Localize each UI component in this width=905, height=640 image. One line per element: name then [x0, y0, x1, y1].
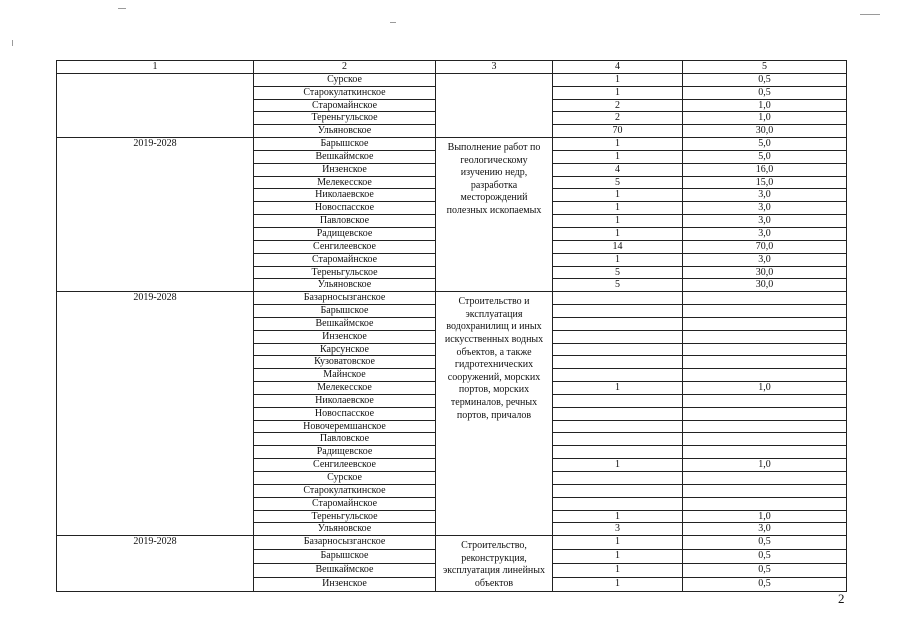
- count-cell: 5: [553, 176, 683, 189]
- district-cell: Барышское: [254, 305, 436, 318]
- area-cell: [683, 433, 847, 446]
- area-cell: 5,0: [683, 138, 847, 151]
- count-cell: 14: [553, 240, 683, 253]
- area-cell: 3,0: [683, 202, 847, 215]
- area-cell: [683, 292, 847, 305]
- area-cell: 1,0: [683, 510, 847, 523]
- count-cell: [553, 394, 683, 407]
- count-cell: [553, 343, 683, 356]
- area-cell: [683, 305, 847, 318]
- district-cell: Николаевское: [254, 394, 436, 407]
- count-cell: [553, 369, 683, 382]
- district-cell: Барышское: [254, 138, 436, 151]
- area-cell: 0,5: [683, 550, 847, 564]
- header-row: [57, 61, 847, 74]
- count-cell: [553, 484, 683, 497]
- area-cell: 0,5: [683, 536, 847, 550]
- district-cell: Радищевское: [254, 227, 436, 240]
- district-cell: Базарносызганское: [254, 536, 436, 550]
- area-cell: 3,0: [683, 253, 847, 266]
- count-cell: 1: [553, 73, 683, 86]
- area-cell: 3,0: [683, 189, 847, 202]
- count-cell: 3: [553, 523, 683, 536]
- count-cell: 1: [553, 150, 683, 163]
- area-cell: [683, 484, 847, 497]
- district-cell: Инзенское: [254, 577, 436, 591]
- scan-mark: [12, 40, 13, 46]
- description-cell: Строительство, реконструкция, эксплуатация линейных объектов: [436, 536, 553, 591]
- district-cell: Базарносызганское: [254, 292, 436, 305]
- count-cell: [553, 446, 683, 459]
- district-cell: Николаевское: [254, 189, 436, 202]
- area-cell: 30,0: [683, 125, 847, 138]
- district-cell: Сенгилеевское: [254, 240, 436, 253]
- count-cell: [553, 420, 683, 433]
- count-cell: [553, 472, 683, 485]
- description-cell: Выполнение работ по геологическому изучению недр, разработка месторождений полезных ископаемых: [436, 138, 553, 292]
- table-row: [57, 536, 847, 550]
- area-cell: 16,0: [683, 163, 847, 176]
- scan-mark: [860, 14, 880, 15]
- district-cell: Ульяновское: [254, 125, 436, 138]
- district-cell: Сенгилеевское: [254, 459, 436, 472]
- area-cell: 0,5: [683, 577, 847, 591]
- district-cell: Старомайнское: [254, 99, 436, 112]
- district-cell: Инзенское: [254, 330, 436, 343]
- area-cell: 1,0: [683, 112, 847, 125]
- count-cell: 1: [553, 215, 683, 228]
- table-row: [57, 292, 847, 305]
- district-cell: Павловское: [254, 433, 436, 446]
- table-row: [57, 138, 847, 151]
- district-cell: Старокулаткинское: [254, 484, 436, 497]
- area-cell: [683, 472, 847, 485]
- area-cell: 0,5: [683, 73, 847, 86]
- area-cell: 70,0: [683, 240, 847, 253]
- area-cell: 0,5: [683, 563, 847, 577]
- district-cell: Мелекесское: [254, 176, 436, 189]
- area-cell: 1,0: [683, 382, 847, 395]
- count-cell: 1: [553, 510, 683, 523]
- district-cell: Новоспасское: [254, 407, 436, 420]
- area-cell: [683, 497, 847, 510]
- district-cell: Ульяновское: [254, 523, 436, 536]
- page-number: 2: [838, 591, 845, 606]
- area-cell: 30,0: [683, 279, 847, 292]
- count-cell: [553, 330, 683, 343]
- count-cell: [553, 317, 683, 330]
- header-cell-col4: 4: [553, 61, 683, 74]
- area-cell: [683, 317, 847, 330]
- count-cell: [553, 292, 683, 305]
- district-cell: Старокулаткинское: [254, 86, 436, 99]
- count-cell: 5: [553, 279, 683, 292]
- header-cell-col3: 3: [436, 61, 553, 74]
- description-cell: [436, 73, 553, 137]
- district-cell: Инзенское: [254, 163, 436, 176]
- document-table: [56, 60, 847, 592]
- area-cell: [683, 330, 847, 343]
- count-cell: 1: [553, 550, 683, 564]
- area-cell: [683, 394, 847, 407]
- district-cell: Сурское: [254, 472, 436, 485]
- district-cell: Тереньгульское: [254, 112, 436, 125]
- district-cell: Карсунское: [254, 343, 436, 356]
- area-cell: 5,0: [683, 150, 847, 163]
- area-cell: 15,0: [683, 176, 847, 189]
- area-cell: 1,0: [683, 459, 847, 472]
- area-cell: [683, 420, 847, 433]
- area-cell: 1,0: [683, 99, 847, 112]
- area-cell: 0,5: [683, 86, 847, 99]
- scan-mark: [390, 22, 396, 23]
- count-cell: 2: [553, 99, 683, 112]
- period-cell: [57, 73, 254, 137]
- scan-mark: [118, 8, 126, 9]
- area-cell: 3,0: [683, 227, 847, 240]
- district-cell: Мелекесское: [254, 382, 436, 395]
- count-cell: [553, 433, 683, 446]
- district-cell: Вешкаймское: [254, 317, 436, 330]
- count-cell: 1: [553, 536, 683, 550]
- count-cell: 1: [553, 189, 683, 202]
- district-cell: Старомайнское: [254, 253, 436, 266]
- header-cell-col2: 2: [254, 61, 436, 74]
- count-cell: 70: [553, 125, 683, 138]
- description-cell: Строительство и эксплуатация водохранилищ и иных искусственных водных объектов, а также гидротехнических сооружений, морских портов, морских терминалов, речных портов, причалов: [436, 292, 553, 536]
- count-cell: 1: [553, 86, 683, 99]
- area-cell: 3,0: [683, 523, 847, 536]
- count-cell: 4: [553, 163, 683, 176]
- area-cell: [683, 369, 847, 382]
- area-cell: [683, 407, 847, 420]
- district-cell: Барышское: [254, 550, 436, 564]
- district-cell: Старомайнское: [254, 497, 436, 510]
- district-cell: Ульяновское: [254, 279, 436, 292]
- area-cell: [683, 446, 847, 459]
- count-cell: [553, 305, 683, 318]
- count-cell: 5: [553, 266, 683, 279]
- count-cell: [553, 356, 683, 369]
- district-cell: Вешкаймское: [254, 150, 436, 163]
- district-cell: Новоспасское: [254, 202, 436, 215]
- count-cell: 1: [553, 138, 683, 151]
- count-cell: 1: [553, 227, 683, 240]
- district-cell: Тереньгульское: [254, 510, 436, 523]
- period-cell: 2019-2028: [57, 292, 254, 536]
- count-cell: [553, 407, 683, 420]
- area-cell: [683, 356, 847, 369]
- count-cell: [553, 497, 683, 510]
- district-cell: Майнское: [254, 369, 436, 382]
- count-cell: 1: [553, 459, 683, 472]
- count-cell: 2: [553, 112, 683, 125]
- area-cell: [683, 343, 847, 356]
- count-cell: 1: [553, 253, 683, 266]
- district-cell: Павловское: [254, 215, 436, 228]
- district-cell: Тереньгульское: [254, 266, 436, 279]
- table-row: [57, 73, 847, 86]
- header-cell-col5: 5: [683, 61, 847, 74]
- count-cell: 1: [553, 202, 683, 215]
- district-cell: Радищевское: [254, 446, 436, 459]
- district-cell: Сурское: [254, 73, 436, 86]
- district-cell: Новочеремшанское: [254, 420, 436, 433]
- area-cell: 3,0: [683, 215, 847, 228]
- count-cell: 1: [553, 563, 683, 577]
- area-cell: 30,0: [683, 266, 847, 279]
- district-cell: Вешкаймское: [254, 563, 436, 577]
- header-cell-col1: 1: [57, 61, 254, 74]
- count-cell: 1: [553, 382, 683, 395]
- district-cell: Кузоватовское: [254, 356, 436, 369]
- period-cell: 2019-2028: [57, 138, 254, 292]
- period-cell: 2019-2028: [57, 536, 254, 591]
- count-cell: 1: [553, 577, 683, 591]
